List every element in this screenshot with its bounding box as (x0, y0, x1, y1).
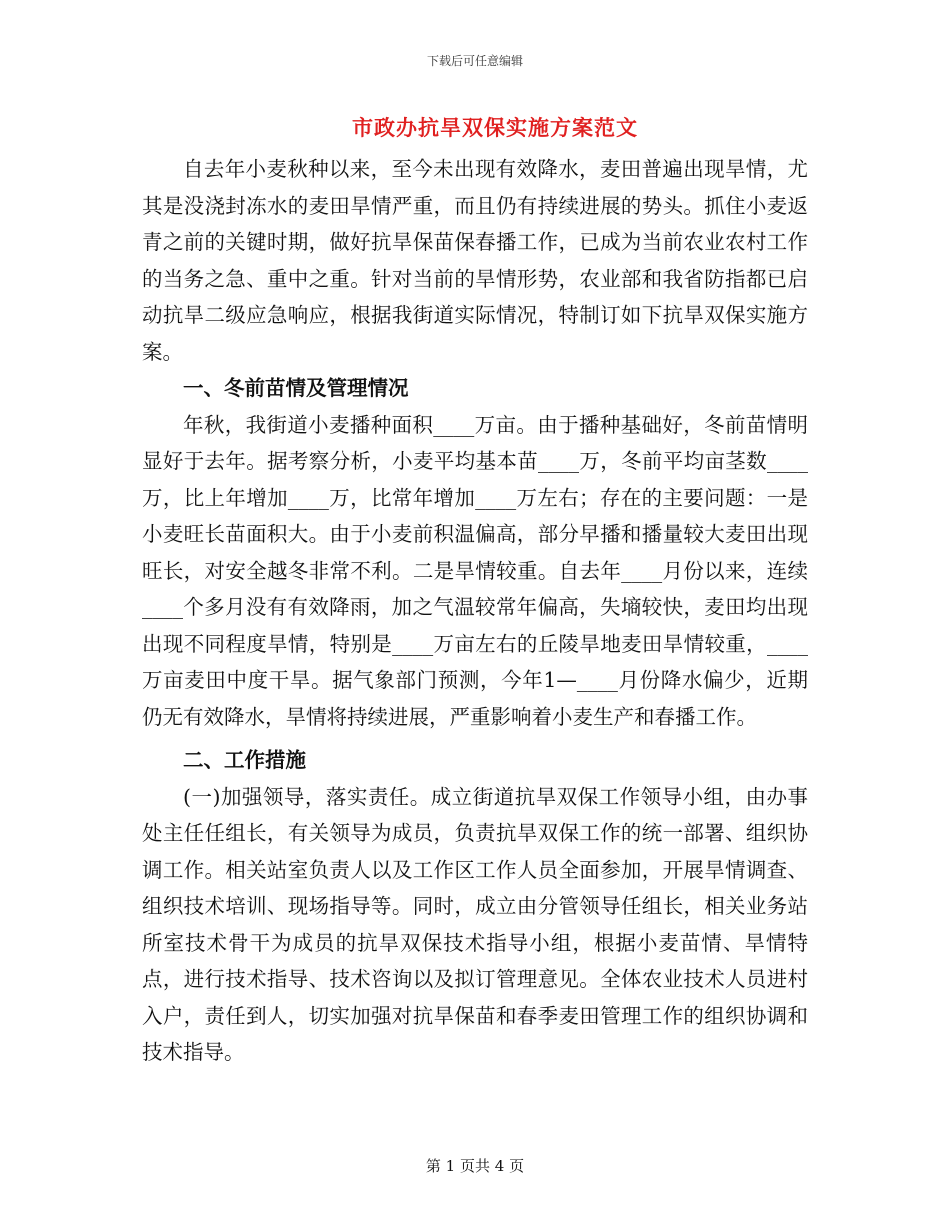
section-heading-1: 一、冬前苗情及管理情况 (183, 376, 409, 400)
header-note: 下载后可任意编辑 (426, 54, 523, 68)
document-body (142, 151, 808, 1071)
document-title: 市政办抗旱双保实施方案范文 (352, 115, 638, 140)
section-paragraph-1: 年秋，我街道小麦播种面积____万亩。由于播种基础好，冬前苗情明显好于去年。据考察分析，小麦平均基本苗____万，冬前平均亩茎数____万，比上年增加____万，比常年增加____万左右；存在的主要问题：一是小麦旺长苗面积大。由于小麦前积温偏高，部分早播和播量较大麦田出现旺长，对安全越冬非常不利。二是旱情较重。自去年____月份以来，连续____个多月没有有效降雨，加之气温较常年偏高，失墒较快，麦田均出现出现不同程度旱情，特别是____万亩左右的丘陵旱地麦田旱情较重，____万亩麦田中度干旱。据气象部门预测，今年1—____月份降水偏少，近期仍无有效降水，旱情将持续进展，严重影响着小麦生产和春播工作。 (142, 412, 808, 729)
section-heading-2: 二、工作措施 (183, 748, 306, 772)
page-footer: 第 1 页共 4 页 (425, 1157, 525, 1175)
section-gap (142, 735, 808, 742)
intro-paragraph: 自去年小麦秋种以来，至今未出现有效降水，麦田普遍出现旱情，尤其是没浇封冻水的麦田旱情严重，而且仍有持续进展的势头。抓住小麦返青之前的关键时期，做好抗旱保苗保春播工作，已成为当前农业农村工作的当务之急、重中之重。针对当前的旱情形势，农业部和我省防指都已启动抗旱二级应急响应，根据我街道实际情况，特制订如下抗旱双保实施方案。 (142, 157, 808, 364)
section-paragraph-2: (一)加强领导，落实责任。成立街道抗旱双保工作领导小组，由办事处主任任组长，有关领导为成员，负责抗旱双保工作的统一部署、组织协调工作。相关站室负责人以及工作区工作人员全面参加，开展旱情调查、组织技术培训、现场指导等。同时，成立由分管领导任组长，相关业务站所室技术骨干为成员的抗旱双保技术指导小组，根据小麦苗情、旱情特点，进行技术指导、技术咨询以及拟订管理意见。全体农业技术人员进村入户，责任到人，切实加强对抗旱保苗和春季麦田管理工作的组织协调和技术指导。 (142, 784, 808, 1064)
